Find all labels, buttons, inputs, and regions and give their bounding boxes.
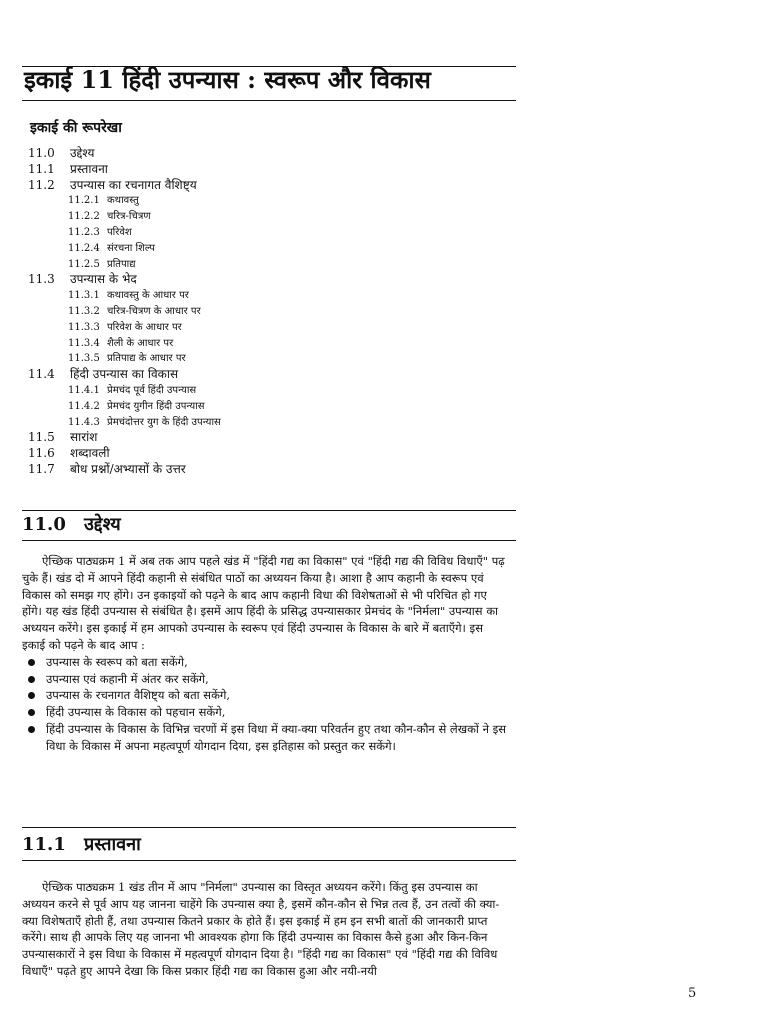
outline-item-number: 11.5 bbox=[28, 430, 55, 445]
outline-item-number: 11.2.3 bbox=[68, 226, 100, 238]
outline-item-label: प्रतिपाद्य bbox=[107, 258, 136, 270]
outline-item-label: संरचना शिल्प bbox=[107, 242, 155, 254]
bullet-text: हिंदी उपन्यास के विकास को पहचान सकेंगे, bbox=[46, 705, 226, 720]
outline-list bbox=[28, 146, 508, 478]
section-title: उद्देश्य bbox=[84, 514, 121, 535]
section-title: प्रस्तावना bbox=[84, 834, 141, 855]
section-number: 11.1 bbox=[22, 834, 66, 855]
outline-item-label: प्रेमचंदोत्तर युग के हिंदी उपन्यास bbox=[107, 416, 221, 428]
outline-item bbox=[28, 383, 508, 399]
outline-item-label: उपन्यास के भेद bbox=[70, 272, 137, 287]
outline-item bbox=[28, 351, 508, 367]
outline-item-label: उपन्यास का रचनागत वैशिष्ट्य bbox=[70, 177, 197, 192]
section-objectives-top-rule bbox=[22, 510, 516, 511]
outline-item-number: 11.4.1 bbox=[68, 384, 100, 396]
section-number: 11.0 bbox=[22, 514, 66, 535]
outline-item bbox=[28, 399, 508, 415]
outline-item-label: उद्देश्य bbox=[70, 146, 95, 160]
section-intro-bottom-rule bbox=[22, 860, 516, 861]
outline-item-number: 11.3.2 bbox=[68, 305, 100, 317]
outline-item-number: 11.4.3 bbox=[68, 416, 100, 428]
outline-item bbox=[28, 209, 508, 225]
outline-item bbox=[28, 336, 508, 352]
section-intro-heading bbox=[22, 832, 141, 858]
outline-item bbox=[28, 320, 508, 336]
page-number: 5 bbox=[688, 986, 697, 1001]
bullet-text: हिंदी उपन्यास के विकास के विभिन्न चरणों में इस विधा में क्या-क्या परिवर्तन हुए तथा कौन-कौन से लेखकों ने इस विधा के विकास में अपना महत्वपूर्ण योगदान दिया, इस इतिहास को प्रस्तुत कर सकेंगे। bbox=[46, 721, 507, 753]
outline-item-number: 11.7 bbox=[28, 461, 55, 476]
outline-item-number: 11.2.5 bbox=[68, 258, 100, 270]
outline-item-number: 11.3.4 bbox=[68, 337, 100, 349]
outline-item-number: 11.2.1 bbox=[68, 195, 100, 207]
outline-item bbox=[28, 162, 508, 178]
outline-item-label: कथावस्तु के आधार पर bbox=[107, 290, 189, 302]
bullet-icon bbox=[28, 709, 35, 716]
outline-item bbox=[28, 272, 508, 288]
outline-item-label: चरित्र-चित्रण के आधार पर bbox=[107, 305, 201, 317]
outline-item-number: 11.3.3 bbox=[68, 321, 100, 333]
bullet-text: उपन्यास एवं कहानी में अंतर कर सकेंगे, bbox=[46, 671, 209, 686]
outline-item-label: हिंदी उपन्यास का विकास bbox=[70, 367, 179, 382]
bullet-icon bbox=[28, 659, 35, 666]
outline-item-label: प्रेमचंद पूर्व हिंदी उपन्यास bbox=[107, 384, 197, 396]
objective-bullet-item bbox=[22, 721, 508, 755]
outline-item-label: बोध प्रश्नों/अभ्यासों के उत्तर bbox=[70, 461, 186, 476]
outline-item-number: 11.3 bbox=[28, 272, 55, 287]
objectives-bullet-list bbox=[22, 654, 508, 755]
outline-item-label: शैली के आधार पर bbox=[107, 337, 174, 349]
outline-item-label: परिवेश bbox=[107, 226, 132, 238]
objective-bullet-item bbox=[22, 704, 508, 721]
objective-bullet-item bbox=[22, 687, 508, 704]
objective-bullet-item bbox=[22, 654, 508, 671]
outline-item-label: प्रस्तावना bbox=[70, 161, 108, 176]
outline-item-number: 11.0 bbox=[28, 146, 55, 160]
outline-item-label: चरित्र-चित्रण bbox=[107, 211, 151, 223]
outline-item bbox=[28, 241, 508, 257]
outline-item-label: शब्दावली bbox=[70, 446, 110, 461]
outline-item-number: 11.2.2 bbox=[68, 211, 100, 223]
title-bottom-rule bbox=[22, 100, 516, 101]
section-intro-top-rule bbox=[22, 827, 516, 828]
outline-item bbox=[28, 367, 508, 383]
outline-item-number: 11.2 bbox=[28, 177, 55, 192]
outline-item-label: सारांश bbox=[70, 430, 98, 445]
section-objectives-heading bbox=[22, 512, 121, 538]
outline-item-number: 11.1 bbox=[28, 161, 55, 176]
bullet-icon bbox=[28, 726, 35, 733]
section-objectives-bottom-rule bbox=[22, 540, 516, 541]
unit-title: इकाई 11 हिंदी उपन्यास : स्वरूप और विकास bbox=[24, 65, 431, 94]
outline-item bbox=[28, 304, 508, 320]
outline-item bbox=[28, 462, 508, 478]
outline-item bbox=[28, 430, 508, 446]
outline-item bbox=[28, 146, 508, 162]
outline-item-label: परिवेश के आधार पर bbox=[107, 321, 182, 333]
outline-item-number: 11.4.2 bbox=[68, 400, 100, 412]
bullet-text: उपन्यास के रचनागत वैशिष्ट्य को बता सकेंगे, bbox=[46, 688, 231, 703]
outline-item-number: 11.2.4 bbox=[68, 242, 100, 254]
outline-item bbox=[28, 446, 508, 462]
outline-item-number: 11.4 bbox=[28, 367, 55, 382]
outline-item bbox=[28, 415, 508, 431]
bullet-text: उपन्यास के स्वरूप को बता सकेंगे, bbox=[46, 654, 188, 669]
intro-paragraph: ऐच्छिक पाठ्यक्रम 1 खंड तीन में आप "निर्मला" उपन्यास का विस्तृत अध्ययन करेंगे। किंतु इस उपन्यास का अध्ययन करने से पूर्व आप यह जानना चाहेंगे कि उपन्यास क्या है, इसमें कौन-कौन से भिन्न तत्व हैं, उन तत्वों की क्या-क्या विशेषताएँ होती हैं, तथा उपन्यास कितने प्रकार के होते हैं। इस इकाई में हम इन सभी बातों की जानकारी प्राप्त करेंगे। साथ ही आपके लिए यह जानना भी आवश्यक होगा कि हिंदी उपन्यास का विकास कैसे हुआ और किन-किन उपन्यासकारों ने इस विधा के विकास में महत्वपूर्ण योगदान दिया है। "हिंदी गद्य का विकास" एवं "हिंदी गद्य की विविध विधाएँ" पढ़ते हुए आपने देखा कि किस प्रकार हिंदी गद्य का विकास हुआ और नयी-नयी bbox=[22, 880, 500, 978]
bullet-icon bbox=[28, 692, 35, 699]
outline-item-number: 11.3.5 bbox=[68, 353, 100, 365]
outline-item bbox=[28, 193, 508, 209]
outline-heading: इकाई की रूपरेखा bbox=[30, 120, 122, 136]
objectives-body bbox=[22, 553, 508, 755]
outline-item bbox=[28, 225, 508, 241]
outline-item-number: 11.6 bbox=[28, 446, 55, 461]
objective-bullet-item bbox=[22, 671, 508, 688]
outline-item-label: प्रेमचंद युगीन हिंदी उपन्यास bbox=[107, 400, 205, 412]
intro-body bbox=[22, 879, 508, 980]
bullet-icon bbox=[28, 676, 35, 683]
objectives-paragraph: ऐच्छिक पाठ्यक्रम 1 में अब तक आप पहले खंड में "हिंदी गद्य का विकास" एवं "हिंदी गद्य की विविध विधाएँ" पढ़ चुके हैं। खंड दो में आपने हिंदी कहानी से संबंधित पाठों का अध्ययन किया है। आशा है आप कहानी के स्वरूप एवं विकास को समझ गए होंगे। उन इकाइयों को पढ़ने के बाद आप कहानी विधा की विशेषताओं से भी परिचित हो गए होंगे। यह खंड हिंदी उपन्यास से संबंधित है। इसमें आप हिंदी के प्रसिद्ध उपन्यासकार प्रेमचंद के "निर्मला" उपन्यास का अध्ययन करेंगे। इस इकाई में हम आपको उपन्यास के स्वरूप एवं हिंदी उपन्यास के विकास के बारे में बताएँगे। इस इकाई को पढ़ने के बाद आप : bbox=[22, 554, 505, 652]
outline-item bbox=[28, 178, 508, 194]
outline-item-label: प्रतिपाद्य के आधार पर bbox=[107, 353, 186, 365]
outline-item-label: कथावस्तु bbox=[107, 195, 139, 207]
outline-item bbox=[28, 257, 508, 273]
outline-item-number: 11.3.1 bbox=[68, 290, 100, 302]
outline-item bbox=[28, 288, 508, 304]
